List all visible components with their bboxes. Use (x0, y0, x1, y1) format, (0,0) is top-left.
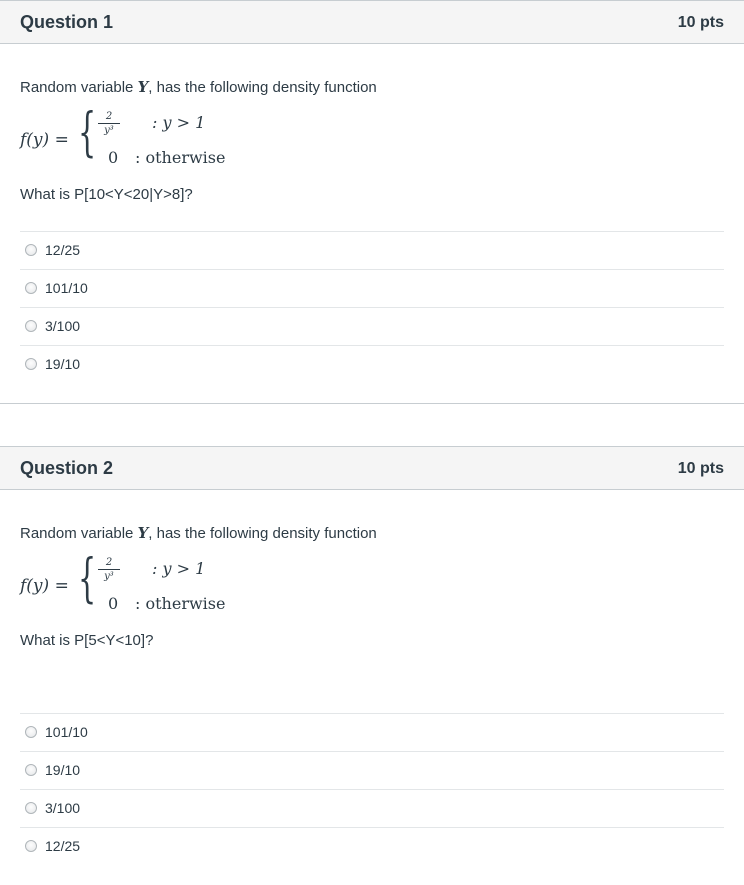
question-text: What is P[10<Y<20|Y>8]? (20, 186, 193, 203)
answer-option[interactable] (20, 231, 724, 269)
question-header (0, 0, 744, 44)
formula-condition-1: : y > 1 (152, 559, 206, 578)
question-title: Question 1 (20, 12, 114, 32)
answer-option[interactable] (20, 827, 724, 865)
question-title: Question 2 (20, 458, 114, 478)
answer-label[interactable]: 101/10 (45, 724, 88, 740)
formula-brace: { (78, 549, 97, 609)
answer-label[interactable]: 101/10 (45, 280, 88, 296)
density-formula (20, 103, 280, 173)
formula-condition-1: : y > 1 (152, 113, 206, 132)
formula-zero: 0 (108, 594, 119, 613)
question-divider (0, 403, 744, 404)
answer-label[interactable]: 12/25 (45, 838, 81, 854)
formula-lhs: f(y) = (20, 576, 69, 596)
radio-button[interactable] (25, 726, 37, 738)
answer-label[interactable]: 19/10 (45, 356, 81, 372)
radio-button[interactable] (25, 358, 37, 370)
answer-option[interactable] (20, 345, 724, 383)
prompt-before: Random variable (20, 79, 138, 96)
question-points: 10 pts (677, 460, 724, 477)
radio-button[interactable] (25, 764, 37, 776)
question-1 (0, 0, 744, 372)
radio-button[interactable] (25, 320, 37, 332)
fraction-denominator: y³ (104, 571, 114, 582)
prompt-after: , has the following density function (148, 525, 377, 542)
formula-zero: 0 (108, 148, 119, 167)
answer-label[interactable]: 12/25 (45, 242, 81, 258)
answer-option[interactable] (20, 789, 724, 827)
radio-button[interactable] (25, 282, 37, 294)
answer-label[interactable]: 3/100 (45, 800, 81, 816)
answer-option[interactable] (20, 269, 724, 307)
formula-condition-2: : otherwise (135, 594, 226, 613)
question-text: What is P[5<Y<10]? (20, 632, 154, 649)
answer-option[interactable] (20, 713, 724, 751)
formula-lhs: f(y) = (20, 130, 69, 150)
fraction-denominator: y³ (104, 125, 114, 136)
question-header (0, 446, 744, 490)
prompt-variable: Y (137, 524, 149, 542)
prompt-after: , has the following density function (148, 79, 377, 96)
answer-label[interactable]: 3/100 (45, 318, 81, 334)
question-prompt (20, 524, 377, 542)
radio-button[interactable] (25, 244, 37, 256)
question-2 (0, 446, 744, 854)
question-points: 10 pts (677, 14, 724, 31)
formula-fraction (98, 111, 120, 136)
answer-label[interactable]: 19/10 (45, 762, 81, 778)
radio-button[interactable] (25, 840, 37, 852)
formula-condition-2: : otherwise (135, 148, 226, 167)
radio-button[interactable] (25, 802, 37, 814)
density-formula (20, 549, 280, 619)
prompt-variable: Y (137, 78, 149, 96)
prompt-before: Random variable (20, 525, 138, 542)
formula-fraction (98, 557, 120, 582)
formula-brace: { (78, 103, 97, 163)
question-prompt (20, 78, 377, 96)
fraction-numerator: 2 (98, 557, 120, 570)
answer-list (20, 231, 724, 383)
answer-option[interactable] (20, 751, 724, 789)
answer-option[interactable] (20, 307, 724, 345)
answer-list (20, 713, 724, 865)
fraction-numerator: 2 (98, 111, 120, 124)
